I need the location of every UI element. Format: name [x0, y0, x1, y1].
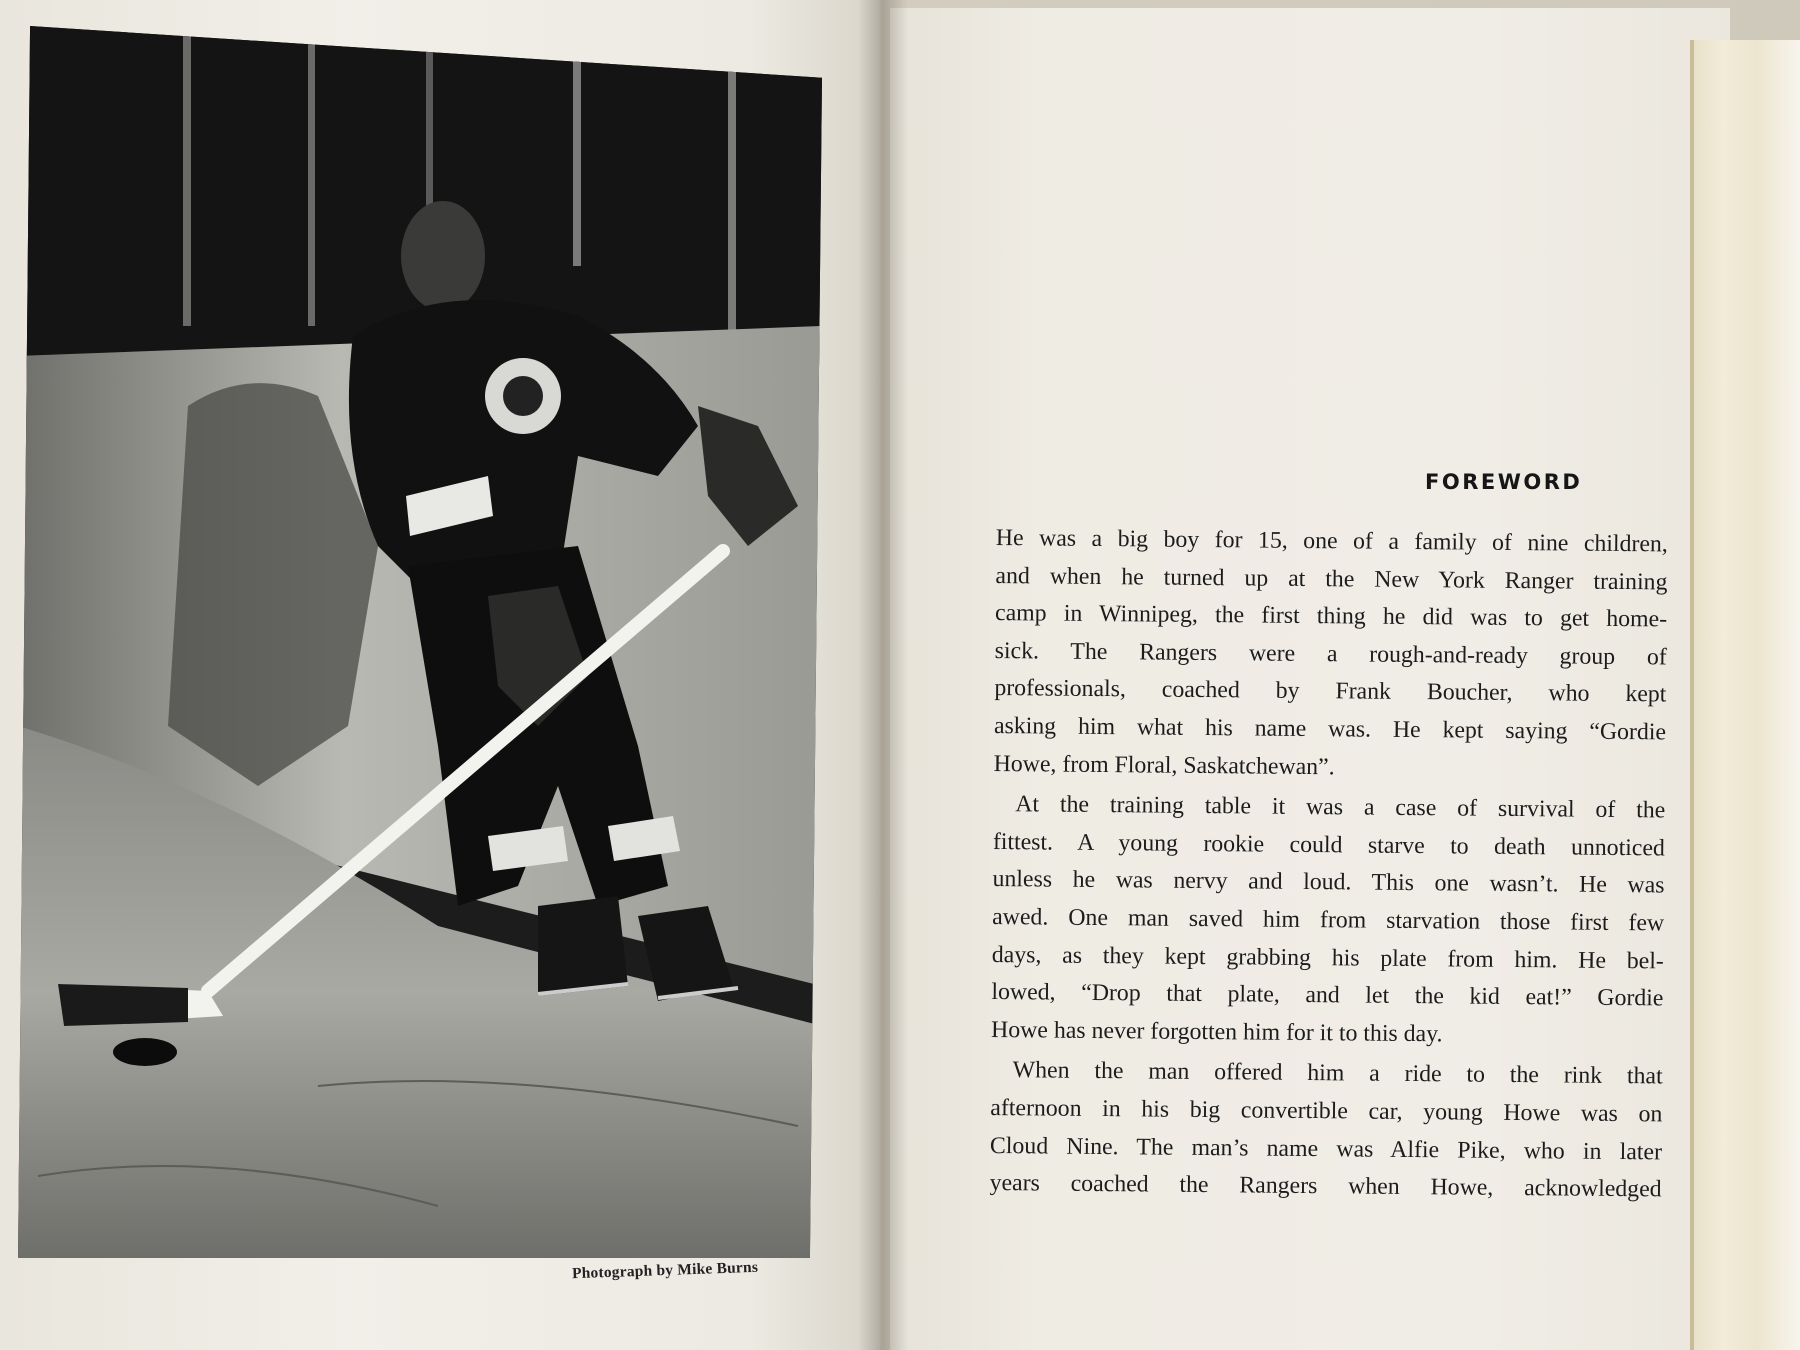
glass-post	[183, 26, 191, 326]
hockey-player-photo	[18, 26, 822, 1258]
text-line: Howe has never forgotten him for it to this day.	[990, 1016, 1443, 1048]
text-line: days, as they kept grabbing his plate from him. He bel-	[991, 941, 1664, 974]
text-line: awed. One man saved him from starvation those first few	[992, 903, 1665, 937]
text-line: When the man offered him a ride to the rink that	[1012, 1057, 1663, 1090]
text-line: fittest. A young rookie could starve to death unnoticed	[992, 828, 1666, 862]
foreword-text	[989, 520, 1668, 1209]
text-line: Howe, from Floral, Saskatchewan”.	[993, 750, 1335, 780]
text-line: years coached the Rangers when Howe, acknowledged	[989, 1170, 1662, 1203]
text-line: At the training table it was a case of survival of the	[1015, 791, 1666, 824]
text-line: asking him what his name was. He kept saying “Gordie	[993, 712, 1667, 746]
glass-post	[308, 26, 315, 326]
text-line: professionals, coached by Frank Boucher, who kept	[994, 675, 1667, 708]
stick-tape	[58, 984, 188, 1026]
hockey-puck	[113, 1038, 177, 1066]
text-line: lowed, “Drop that plate, and let the kid eat!” Gordie	[991, 979, 1664, 1012]
text-line: sick. The Rangers were a rough-and-ready group of	[994, 637, 1667, 671]
cover-edge-strip	[1690, 40, 1694, 1350]
glass-post	[573, 26, 581, 266]
photo-credit: Photograph by Mike Burns	[571, 1258, 759, 1283]
text-line: afternoon in his big convertible car, young Howe was on	[990, 1094, 1663, 1128]
text-line: camp in Winnipeg, the first thing he did was to get home-	[994, 600, 1668, 633]
text-line: Cloud Nine. The man’s name was Alfie Pike, who in later	[989, 1132, 1663, 1165]
book-gutter	[858, 0, 908, 1350]
text-line: and when he turned up at the New York Ranger training	[995, 562, 1668, 596]
player-skate	[538, 896, 628, 996]
glass-post	[728, 66, 736, 366]
photo-illustration	[18, 26, 822, 1258]
text-line: He was a big boy for 15, one of a family of nine children,	[995, 524, 1668, 558]
jersey-logo-center	[503, 376, 543, 416]
player-head	[401, 201, 485, 311]
book-cover-edge	[1690, 40, 1800, 1350]
text-line: unless he was nervy and loud. This one wasn’t. He was	[992, 866, 1665, 899]
page-title: FOREWORD	[1425, 470, 1583, 494]
